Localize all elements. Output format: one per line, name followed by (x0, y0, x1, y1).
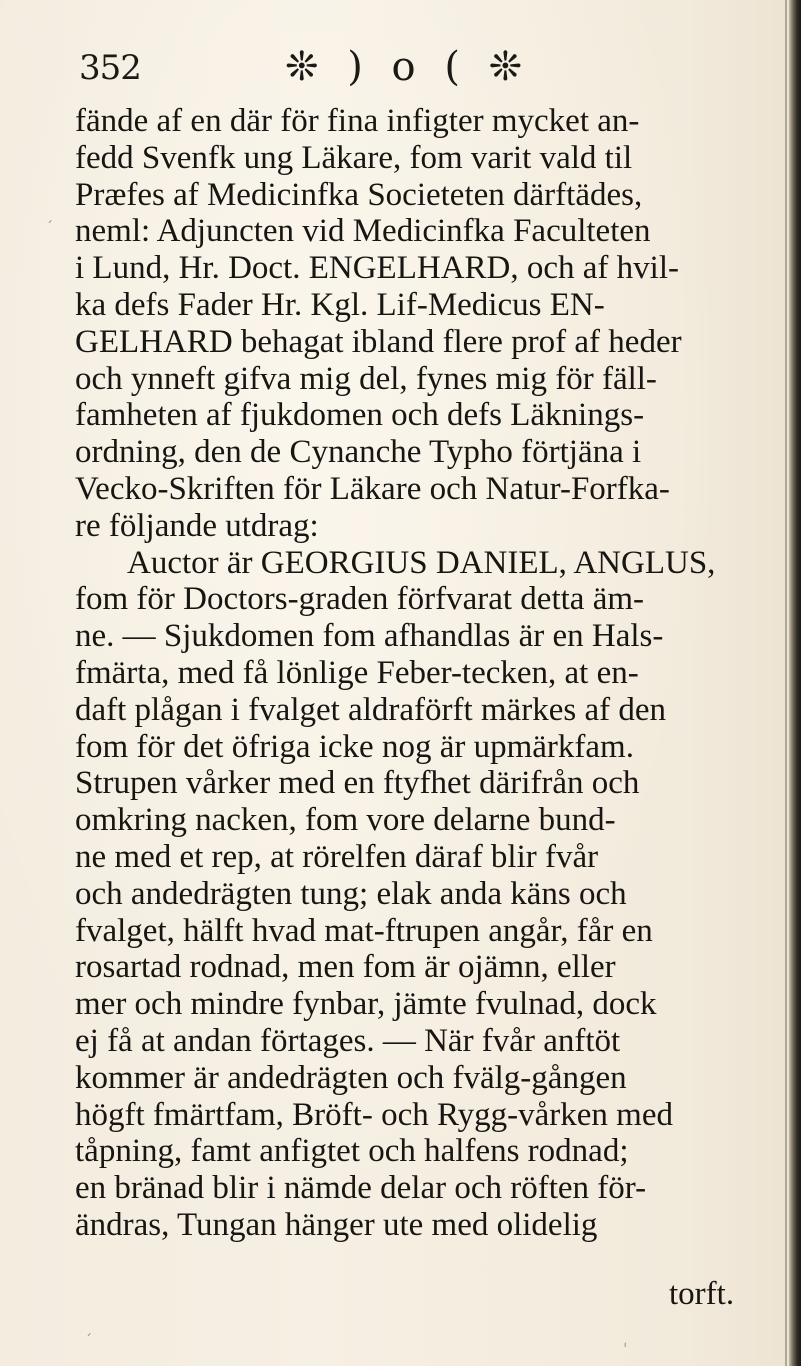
text-line: fedd Svenfk ung Läkare, fom varit vald til (75, 139, 633, 176)
text-line: Vecko-Skriften för Läkare och Natur-Forfka- (75, 470, 670, 507)
text-line: tåpning, famt anfigtet och halfens rodnad; (75, 1133, 629, 1170)
paper-speck: ˈ (623, 1340, 628, 1359)
text-line: Præfes af Medicinfka Societeten därftädes, (75, 176, 643, 213)
catchword: torft. (669, 1276, 735, 1312)
text-line: famheten af fjukdomen och defs Läknings- (75, 397, 645, 434)
book-spine (789, 0, 801, 1366)
text-line: fom för det öfriga icke nog är upmärkfam. (75, 728, 634, 765)
header-ornament: ❊ ) o ( ❊ (285, 44, 531, 90)
text-line: och andedrägten tung; elak anda käns och (75, 875, 627, 912)
body-text (75, 103, 735, 1244)
text-line: högft fmärtfam, Bröft- och Rygg-vårken med (75, 1096, 673, 1133)
text-line: fom för Doctors-graden förfvarat detta äm- (75, 581, 644, 618)
paper-speck: ˊ (46, 220, 53, 236)
text-line: ändras, Tungan hänger ute med olidelig (75, 1206, 598, 1243)
page-edge-shadow (785, 0, 787, 1366)
text-line: Strupen vårker med en ftyfhet därifrån och (75, 765, 640, 802)
text-line: ne med et rep, at rörelfen däraf blir fvår (75, 838, 599, 875)
text-line: daft plågan i fvalget aldraförft märkes af den (75, 691, 666, 728)
text-line: i Lund, Hr. Doct. ENGELHARD, och af hvil- (75, 250, 679, 287)
text-line: re följande utdrag: (75, 507, 319, 544)
text-line: fvalget, hälft hvad mat-ftrupen angår, får en (75, 912, 653, 949)
text-line: omkring nacken, fom vore delarne bund- (75, 802, 616, 839)
page-number: 352 (79, 48, 141, 88)
text-line: en bränad blir i nämde delar och röften för- (75, 1170, 647, 1207)
running-header (0, 40, 780, 100)
text-line: kommer är andedrägten och fvälg-gången (75, 1059, 627, 1096)
paper-speck: ˊ (85, 1333, 92, 1349)
text-line: mer och mindre fynbar, jämte fvulnad, dock (75, 986, 657, 1023)
text-line: fmärta, med få lönlige Feber-tecken, at en- (75, 654, 639, 691)
text-line: ordning, den de Cynanche Typho förtjäna i (75, 434, 642, 471)
text-line: neml: Adjuncten vid Medicinfka Faculteten (75, 213, 651, 250)
text-line: fände af en där för fina infigter mycket an- (75, 103, 640, 139)
text-line: GELHARD behagat ibland flere prof af heder (75, 323, 682, 360)
text-line: rosartad rodnad, men fom är ojämn, eller (75, 949, 616, 986)
text-line: ne. — Sjukdomen fom afhandlas är en Hals- (75, 618, 664, 655)
text-line: ka defs Fader Hr. Kgl. Lif-Medicus EN- (75, 286, 605, 323)
text-line: ej få at andan förtages. — När fvår anftöt (75, 1022, 621, 1059)
text-line: Auctor är GEORGIUS DANIEL, ANGLUS, (127, 544, 716, 581)
text-line: och ynneft gifva mig del, fynes mig för fäll- (75, 360, 657, 397)
